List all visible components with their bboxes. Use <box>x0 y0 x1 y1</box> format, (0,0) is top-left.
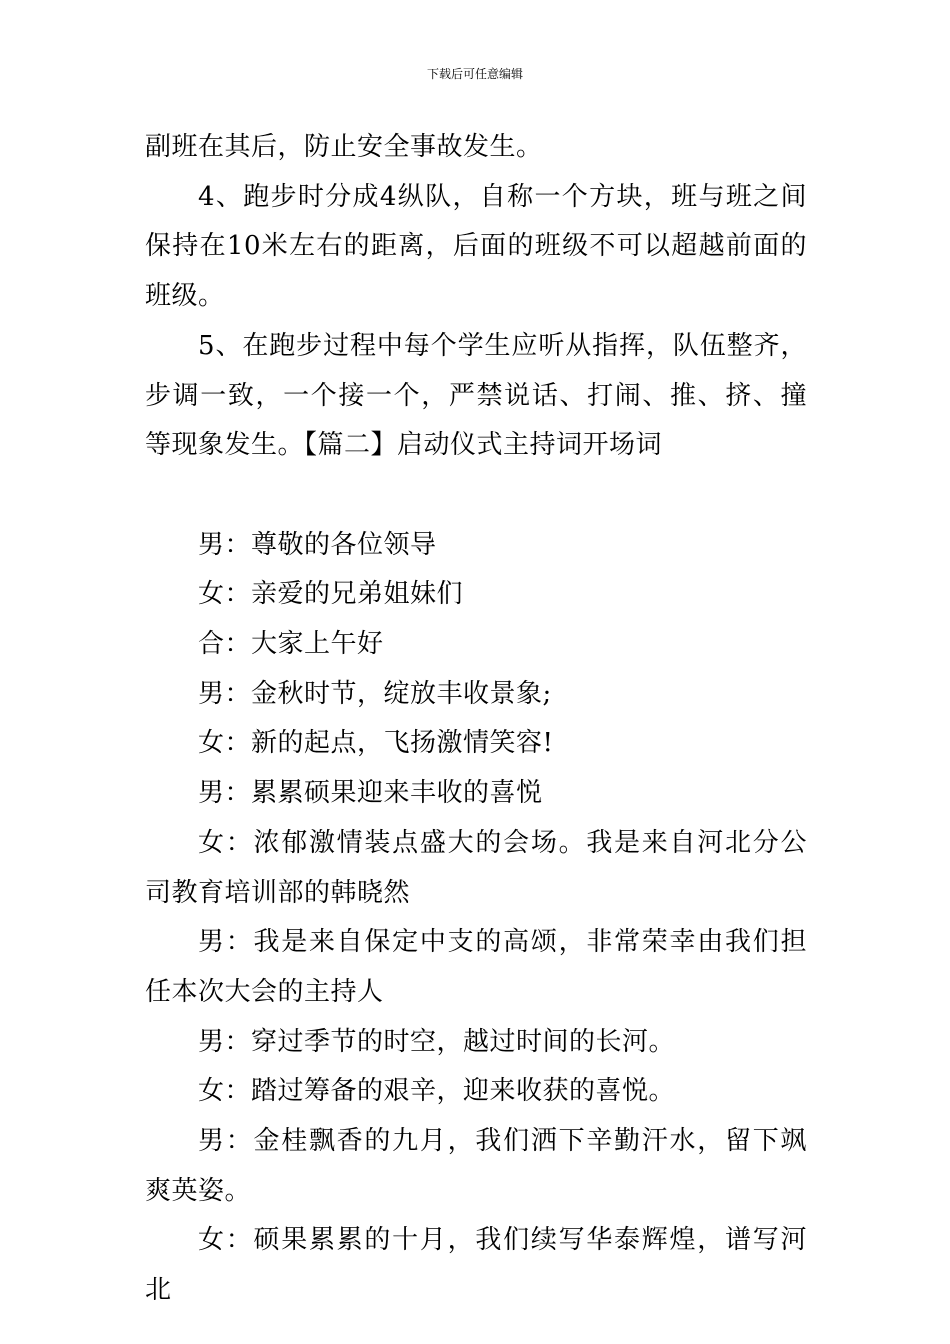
dialogue-line: 男：我是来自保定中支的高颂，非常荣幸由我们担任本次大会的主持人 <box>145 927 807 1007</box>
dialogue-line: 男：累累硕果迎来丰收的喜悦 <box>198 778 543 809</box>
dialogue-line: 男：尊敬的各位领导 <box>198 529 437 560</box>
paragraph-gap <box>145 471 807 521</box>
dialogue-line: 女：硕果累累的十月，我们续写华泰辉煌，谱写河北 <box>145 1225 807 1306</box>
paragraph: 5、在跑步过程中每个学生应听从指挥，队伍整齐，步调一致，一个接一个，严禁说话、打闹、推、挤、撞等现象发生。【篇二】启动仪式主持词开场词 <box>145 330 807 461</box>
document-body <box>145 123 807 1316</box>
dialogue-line: 女：新的起点，飞扬激情笑容! <box>198 728 554 759</box>
dialogue-line: 女：浓郁激情装点盛大的会场。我是来自河北分公司教育培训部的韩晓然 <box>145 827 807 908</box>
dialogue-line: 男：金桂飘香的九月，我们洒下辛勤汗水，留下飒爽英姿。 <box>145 1126 807 1206</box>
paragraph: 副班在其后，防止安全事故发生。 <box>145 132 543 162</box>
page-header: 下载后可任意编辑 <box>426 67 523 81</box>
dialogue-line: 合：大家上午好 <box>198 629 384 660</box>
paragraph: 4、跑步时分成4纵队，自称一个方块，班与班之间保持在10米左右的距离，后面的班级不可以超越前面的班级。 <box>145 181 807 312</box>
dialogue-line: 女：踏过筹备的艰辛，迎来收获的喜悦。 <box>198 1076 676 1107</box>
dialogue-line: 男：穿过季节的时空，越过时间的长河。 <box>198 1026 676 1057</box>
dialogue-line: 男：金秋时节，绽放丰收景象; <box>198 678 552 709</box>
dialogue-line: 女：亲爱的兄弟姐妹们 <box>198 579 464 610</box>
